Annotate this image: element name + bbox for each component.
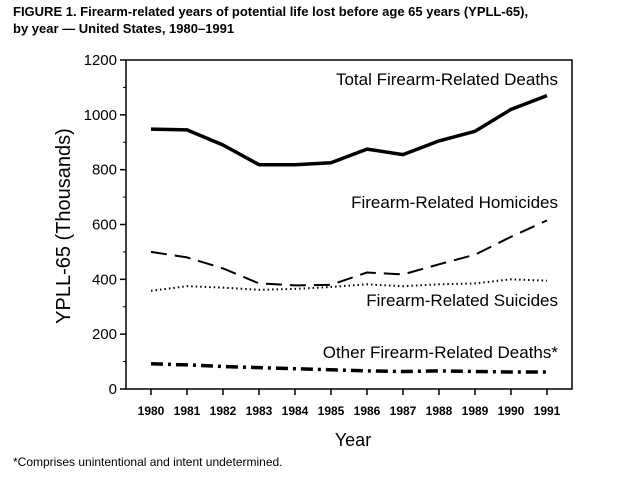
series-line-suicides bbox=[151, 279, 547, 291]
x-tick-label: 1984 bbox=[281, 404, 309, 418]
y-tick-label: 600 bbox=[91, 216, 117, 234]
series-labels bbox=[323, 70, 559, 362]
y-tick-label: 800 bbox=[91, 161, 117, 179]
x-tick-label: 1991 bbox=[533, 404, 561, 418]
x-tick-label: 1985 bbox=[317, 404, 345, 418]
x-tick-label: 1990 bbox=[497, 404, 525, 418]
series-label-suicides: Firearm-Related Suicides bbox=[366, 291, 558, 310]
x-tick-label: 1982 bbox=[209, 404, 237, 418]
x-tick-label: 1987 bbox=[389, 404, 417, 418]
y-tick-label: 400 bbox=[91, 271, 117, 289]
x-tick-label: 1986 bbox=[353, 404, 381, 418]
series-line-other bbox=[151, 364, 547, 372]
x-tick-label: 1980 bbox=[137, 404, 165, 418]
series-label-homicides: Firearm-Related Homicides bbox=[351, 193, 558, 212]
series-label-total: Total Firearm-Related Deaths bbox=[335, 70, 558, 89]
y-tick-label: 200 bbox=[91, 326, 117, 344]
y-tick-label: 1000 bbox=[83, 106, 117, 124]
y-axis-label: YPLL-65 (Thousands) bbox=[53, 128, 75, 324]
x-tick-label: 1988 bbox=[425, 404, 453, 418]
x-tick-label: 1983 bbox=[245, 404, 273, 418]
series-line-homicides bbox=[151, 220, 547, 285]
title-line-1: FIGURE 1. Firearm-related years of potential life lost before age 65 years (YPLL-65), bbox=[13, 4, 529, 19]
x-axis-label: Year bbox=[334, 430, 372, 450]
footnote: *Comprises unintentional and intent undetermined. bbox=[13, 455, 283, 469]
series-label-other: Other Firearm-Related Deaths* bbox=[322, 343, 558, 362]
series-line-total bbox=[151, 96, 547, 165]
title-line-2: by year — United States, 1980–1991 bbox=[13, 21, 235, 36]
x-tick-label: 1981 bbox=[173, 404, 201, 418]
y-tick-label: 0 bbox=[108, 381, 117, 398]
y-tick-label: 1200 bbox=[83, 52, 117, 69]
x-tick-label: 1989 bbox=[461, 404, 489, 418]
plot-frame bbox=[126, 60, 572, 389]
series-layer bbox=[151, 96, 547, 372]
